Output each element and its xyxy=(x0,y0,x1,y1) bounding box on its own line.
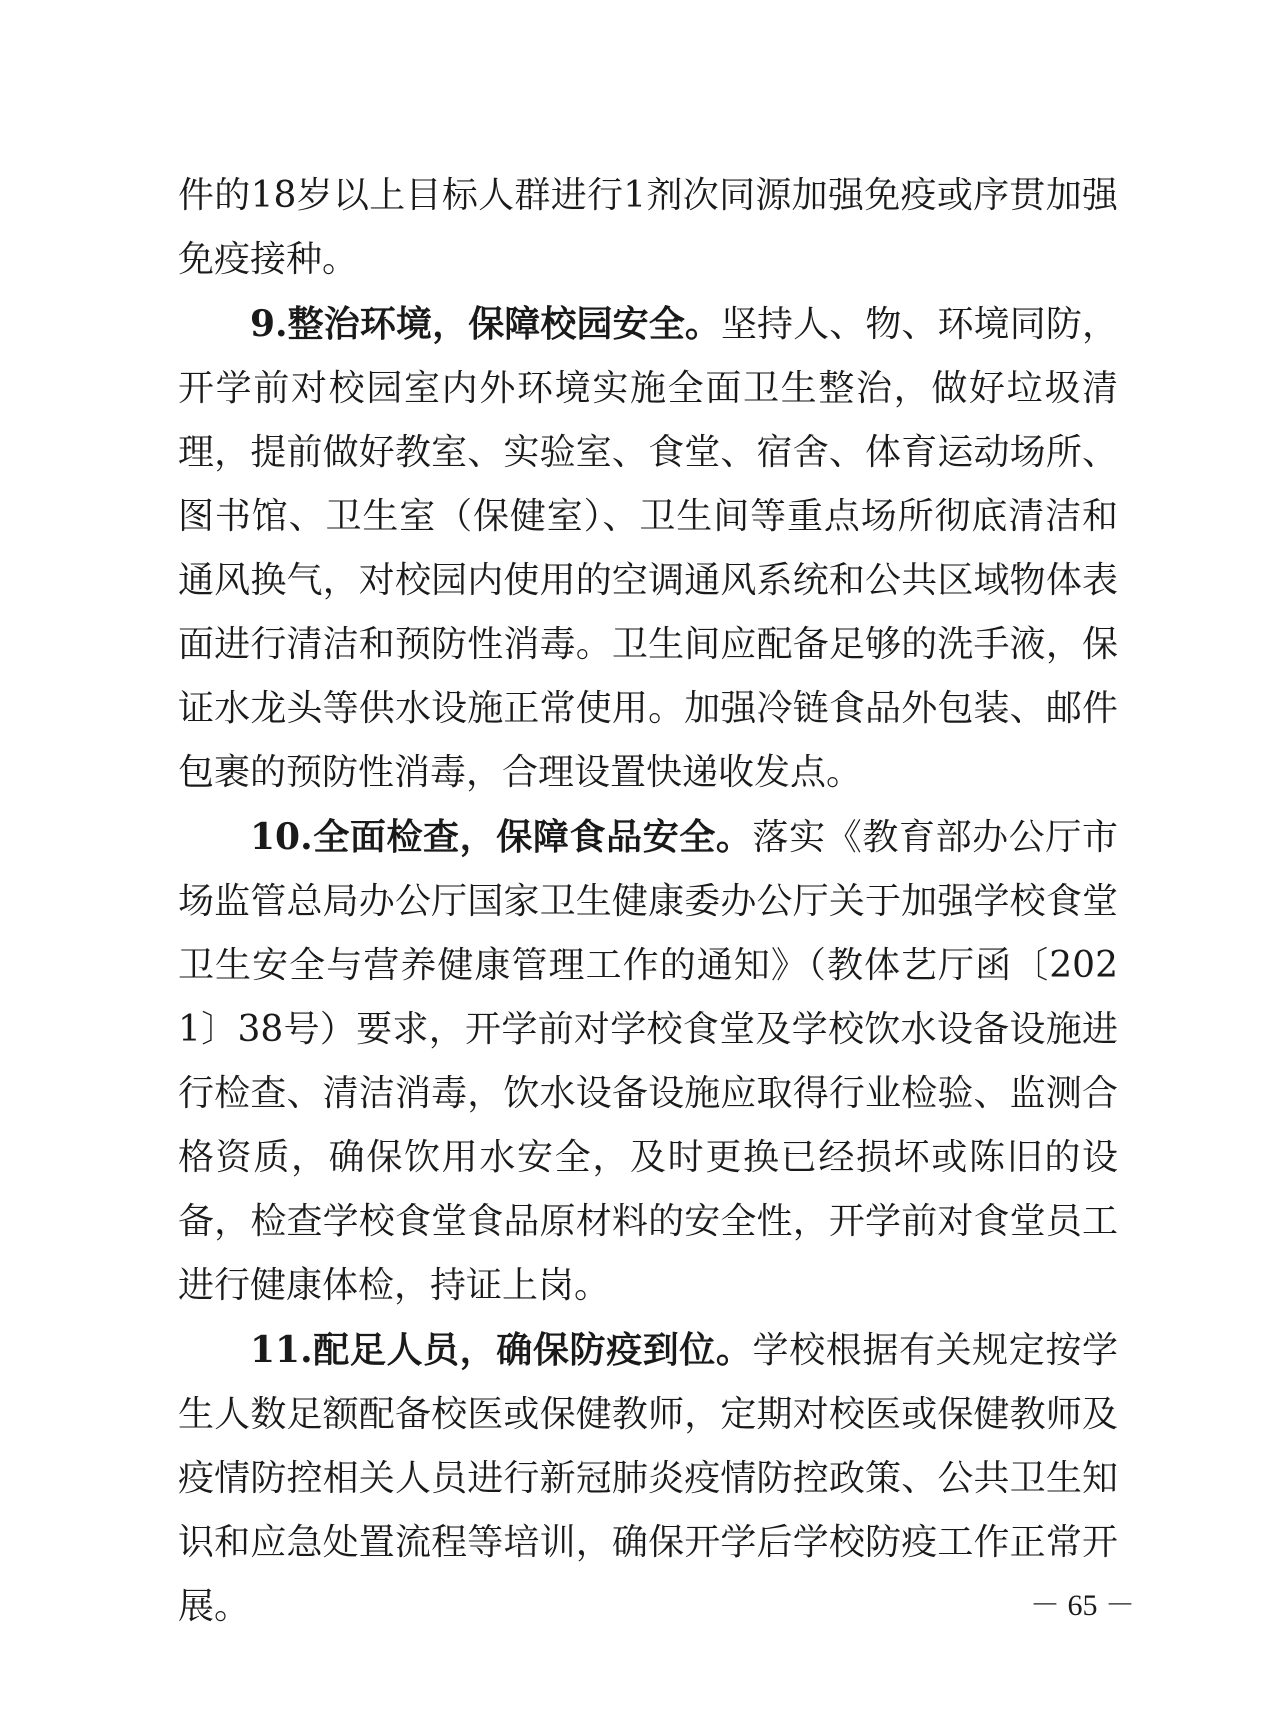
paragraph-text: 坚持人、物、环境同防，开学前对校园室内外环境实施全面卫生整治，做好垃圾清理，提前做好教室、实验室、食堂、宿舍、体育运动场所、图书馆、卫生室（保健室）、卫生间等重点场所彻底清洁和通风换气，对校园内使用的空调通风系统和公共区域物体表面进行清洁和预防性消毒。卫生间应配备足够的洗手液，保证水龙头等供水设施正常使用。加强冷链食品外包装、邮件包裹的预防性消毒，合理设置快递收发点。 xyxy=(178,304,1118,793)
paragraph-text: 件的18岁以上目标人群进行1剂次同源加强免疫或序贯加强免疫接种。 xyxy=(178,175,1118,280)
page-number: － 65 － xyxy=(1030,1589,1135,1622)
document-body xyxy=(178,164,1118,1639)
paragraph-item-10 xyxy=(178,805,1118,1318)
paragraph-continuation xyxy=(178,164,1118,292)
paragraph-heading: 11.配足人员，确保防疫到位。 xyxy=(250,1329,753,1371)
paragraph-heading: 10.全面检查，保障食品安全。 xyxy=(250,816,753,858)
paragraph-text: 落实《教育部办公厅市场监管总局办公厅国家卫生健康委办公厅关于加强学校食堂卫生安全与营养健康管理工作的通知》（教体艺厅函〔2021〕38号）要求，开学前对学校食堂及学校饮水设备设施进行检查、清洁消毒，饮水设备设施应取得行业检验、监测合格资质，确保饮用水安全，及时更换已经损坏或陈旧的设备，检查学校食堂食品原材料的安全性，开学前对食堂员工进行健康体检，持证上岗。 xyxy=(178,817,1118,1306)
paragraph-heading: 9.整治环境，保障校园安全。 xyxy=(250,303,721,345)
paragraph-item-9 xyxy=(178,292,1118,805)
paragraph-text: 学校根据有关规定按学生人数足额配备校医或保健教师，定期对校医或保健教师及疫情防控相关人员进行新冠肺炎疫情防控政策、公共卫生知识和应急处置流程等培训，确保开学后学校防疫工作正常开展。 xyxy=(178,1330,1118,1627)
paragraph-item-11 xyxy=(178,1318,1118,1639)
